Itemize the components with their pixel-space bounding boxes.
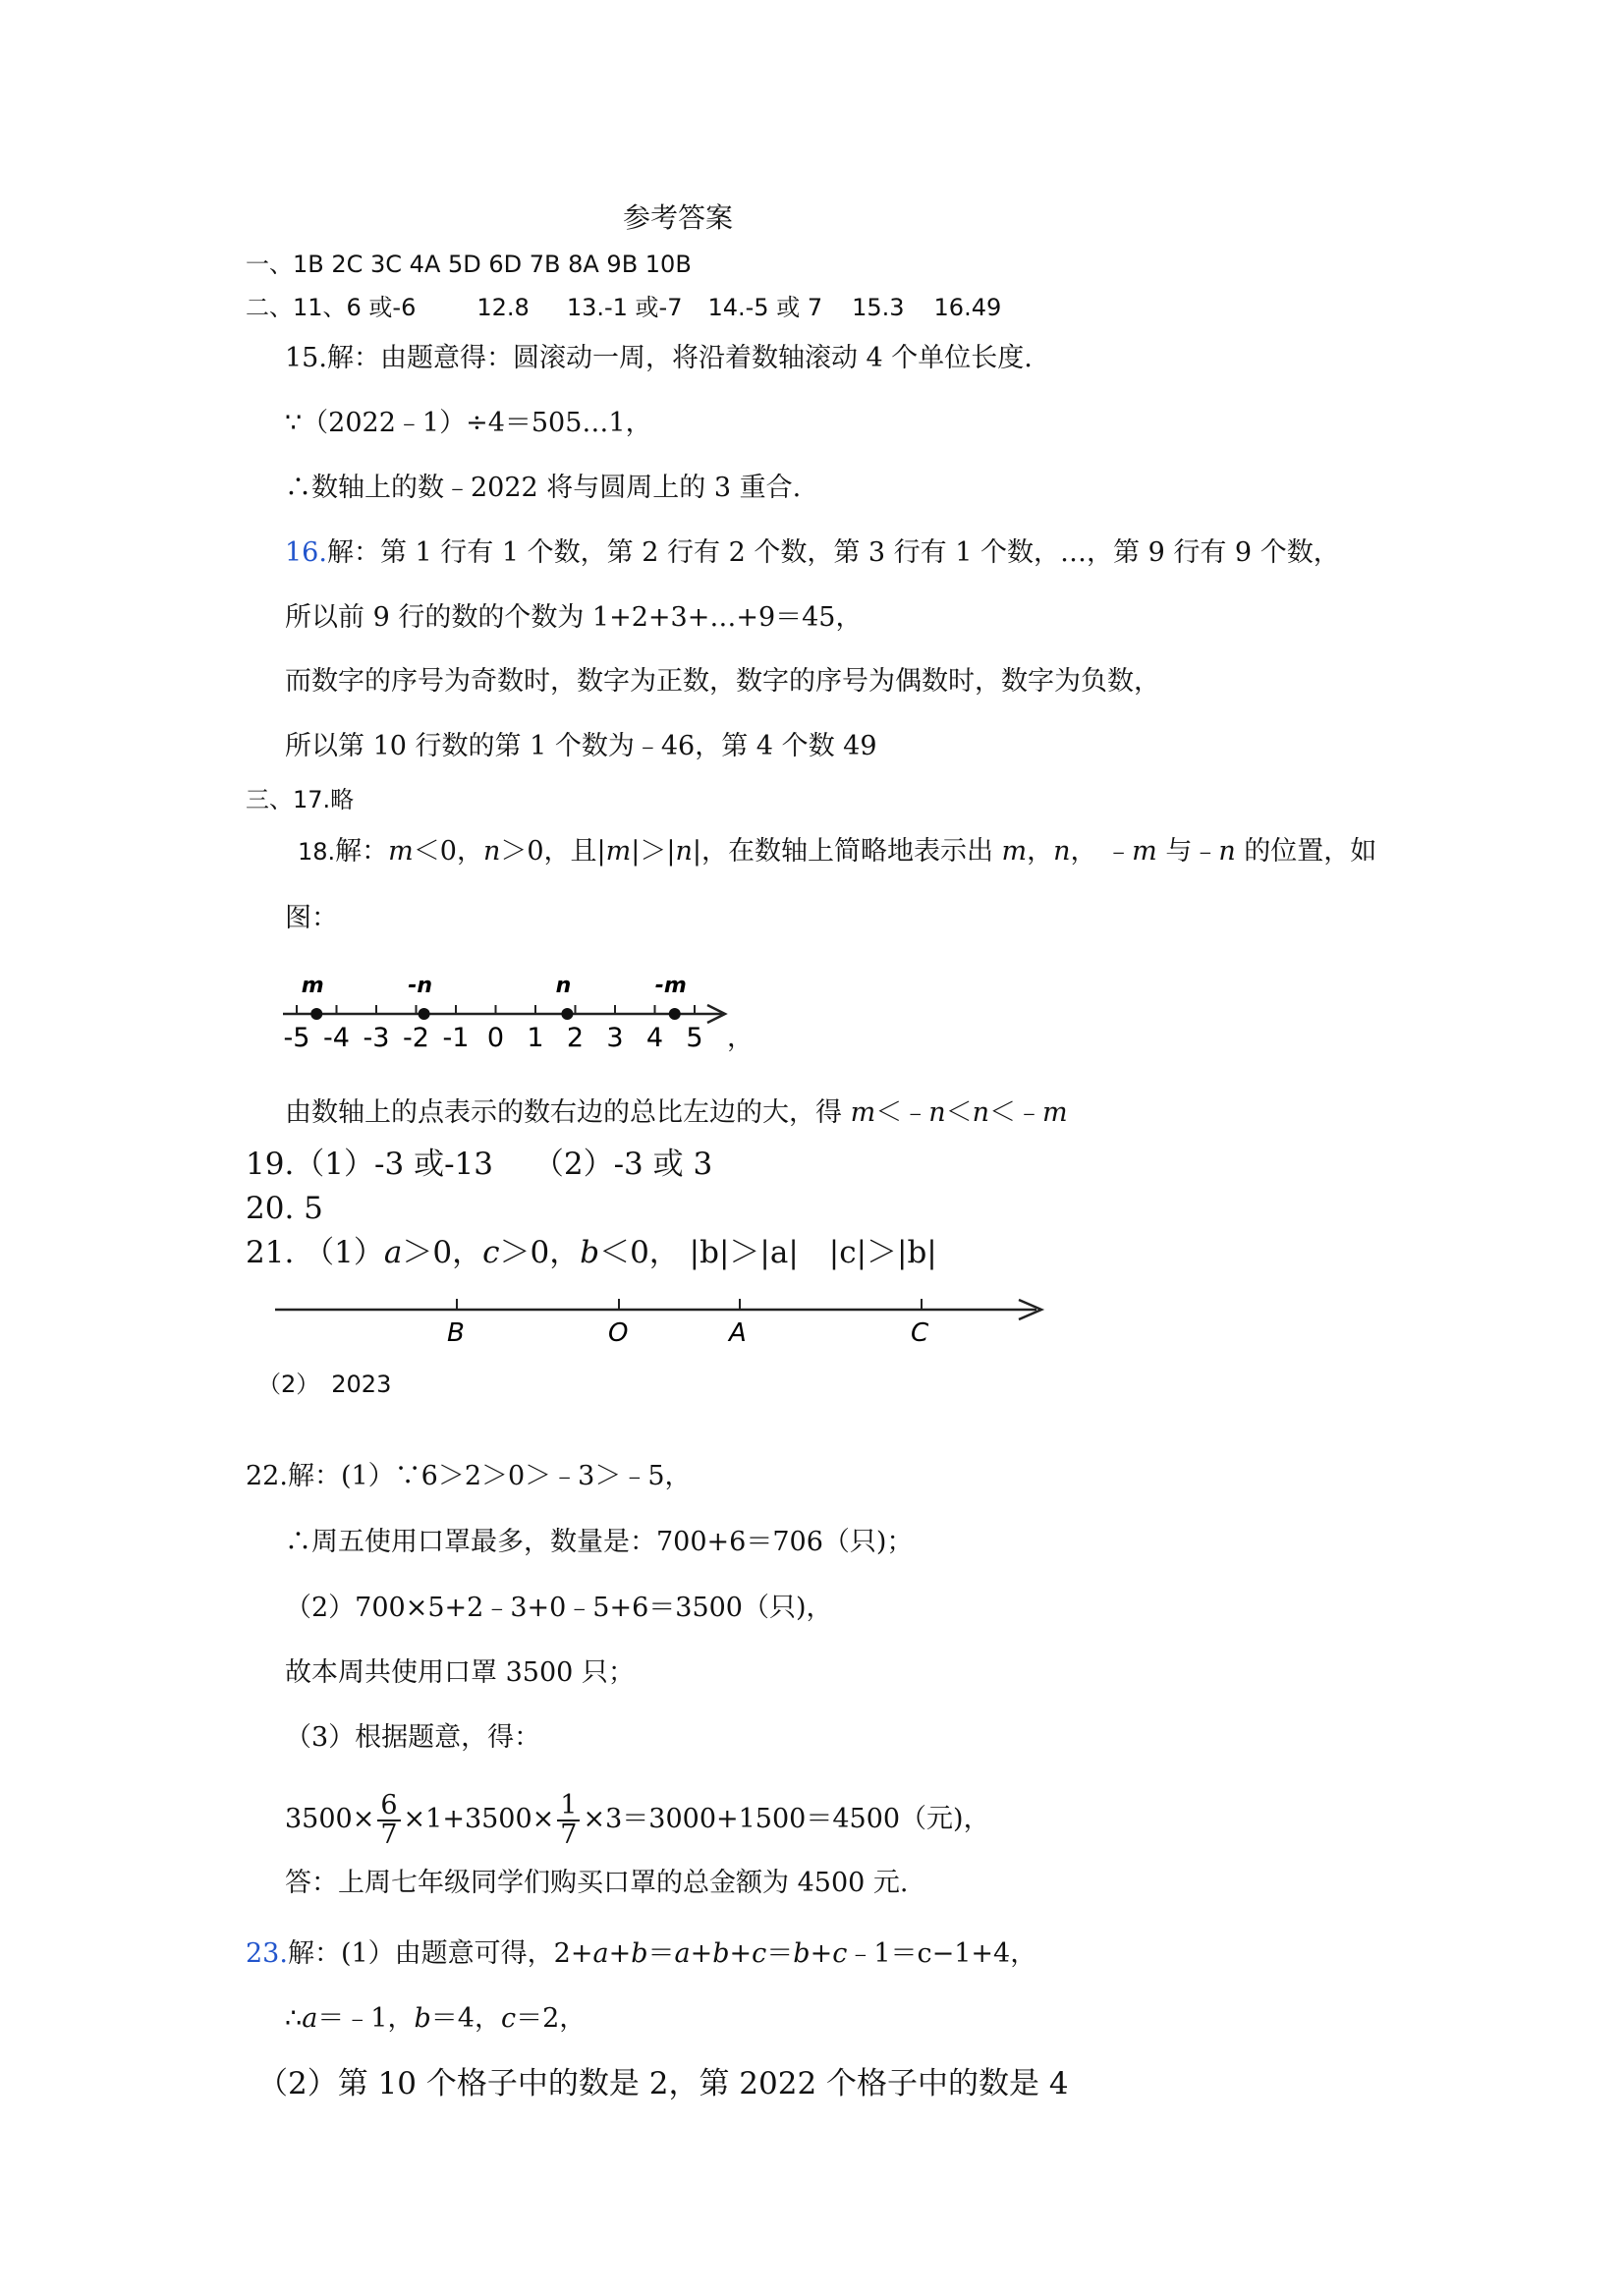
- tick-label: 4: [645, 1023, 664, 1053]
- point-label: m: [301, 974, 324, 998]
- var-m: m: [1041, 1097, 1068, 1128]
- tick-label: 2: [566, 1023, 585, 1053]
- equals: ＝: [647, 1938, 675, 1969]
- q22-answer: 答：上周七年级同学们购买口罩的总金额为 4500 元.: [285, 1868, 909, 1898]
- var-c: c: [482, 1235, 500, 1270]
- var-m: m: [388, 836, 414, 867]
- tick-label: -5: [283, 1023, 310, 1053]
- q23-text: ﹣1＝c−1+4，: [847, 1938, 1037, 1969]
- answer-14: 14.-5 或 7: [707, 294, 823, 321]
- lt-neg: ＜﹣: [875, 1097, 929, 1128]
- point-label: -m: [654, 974, 687, 998]
- tick-label: -2: [403, 1023, 429, 1053]
- var-a: a: [302, 2003, 318, 2034]
- value-a: ＝﹣1，: [317, 2003, 415, 2034]
- comma: ，: [1027, 836, 1054, 867]
- q16-line-1: [285, 536, 1340, 570]
- q18-number: 18.: [298, 838, 336, 866]
- fraction-numerator: 1: [557, 1792, 580, 1821]
- fraction-six-sevenths: [377, 1789, 400, 1850]
- var-n: n: [1053, 836, 1071, 867]
- q22-line-4: 故本周共使用口罩 3500 只；: [285, 1657, 635, 1688]
- q18-cond-1: ＜0，: [413, 836, 483, 867]
- var-c: c: [752, 1938, 767, 1969]
- var-b: b: [580, 1235, 600, 1270]
- q21-prefix: 21. （1）: [246, 1235, 384, 1270]
- q23-part-2: （2）第 10 个格子中的数是 2，第 2022 个格子中的数是 4: [257, 2066, 1069, 2101]
- value-c: ＝2，: [516, 2003, 587, 2034]
- q18-line-2: 图：: [285, 903, 338, 933]
- q22-line-5: （3）根据题意，得：: [285, 1722, 541, 1753]
- fraction-denominator: 7: [380, 1819, 398, 1850]
- axis-label-c: C: [911, 1318, 929, 1348]
- var-m: m: [605, 836, 632, 867]
- q22-line-1: 22.解：(1）∵6＞2＞0＞﹣3＞﹣5，: [246, 1461, 692, 1491]
- q15-line-3: ∴数轴上的数﹣2022 将与圆周上的 3 重合.: [285, 473, 802, 503]
- q21-number-line: [270, 1285, 1056, 1354]
- value-b: ＝4，: [430, 2003, 501, 2034]
- lt: ＜: [945, 1097, 973, 1128]
- tick-label: 1: [527, 1023, 544, 1053]
- section-1-answers: 一、1B 2C 3C 4A 5D 6D 7B 8A 9B 10B: [246, 251, 692, 278]
- point-marker: [561, 1008, 573, 1020]
- q22-calculation: [285, 1780, 990, 1859]
- var-a: a: [383, 1235, 403, 1270]
- var-m: m: [1001, 836, 1028, 867]
- var-a: a: [674, 1938, 691, 1969]
- var-c: c: [832, 1938, 848, 1969]
- tick-label: -3: [363, 1023, 390, 1053]
- tick-label: 3: [606, 1023, 624, 1053]
- axis-label-origin: O: [608, 1318, 629, 1348]
- fraction-one-seventh: [557, 1789, 580, 1850]
- calc-part-c: ×3＝3000+1500＝4500（元)，: [583, 1804, 990, 1834]
- calc-part-b: ×1+3500×: [403, 1804, 555, 1834]
- axis-label-a: A: [729, 1318, 747, 1348]
- q16-line-3: 而数字的序号为奇数时，数字为正数，数字的序号为偶数时，数字为负数，: [285, 666, 1160, 697]
- q18-trailing-comma: ，: [727, 1023, 754, 1053]
- lt-neg: ＜﹣: [988, 1097, 1042, 1128]
- var-n: n: [928, 1097, 946, 1128]
- var-b: b: [712, 1938, 730, 1969]
- q21-part-2: （2） 2023: [257, 1371, 392, 1398]
- var-c: c: [500, 2003, 517, 2034]
- answer-11: 11、6 或-6: [293, 294, 417, 321]
- plus: +: [690, 1938, 713, 1969]
- q18-solve: 解：: [335, 836, 389, 867]
- q18-abs: |＞|: [631, 836, 676, 867]
- q18-text: |，在数轴上简略地表示出: [692, 836, 1002, 867]
- q21-c-cond: ＞0，: [499, 1235, 581, 1270]
- q20-answer: 20. 5: [246, 1191, 323, 1226]
- var-n: n: [482, 836, 501, 867]
- q18-concl-text: 由数轴上的点表示的数右边的总比左边的大，得: [285, 1097, 851, 1128]
- point-marker: [419, 1008, 430, 1020]
- section-3-heading: 三、17.略: [246, 786, 355, 813]
- q21-a-cond: ＞0，: [402, 1235, 483, 1270]
- q23-text: 解：(1）由题意可得，2+: [287, 1938, 593, 1969]
- var-a: a: [592, 1938, 609, 1969]
- q22-line-3: （2）700×5+2﹣3+0﹣5+6＝3500（只)，: [285, 1593, 833, 1623]
- plus: +: [608, 1938, 632, 1969]
- fraction-denominator: 7: [560, 1819, 578, 1850]
- var-b: b: [631, 1938, 648, 1969]
- axis-label-b: B: [447, 1318, 465, 1348]
- var-b: b: [793, 1938, 811, 1969]
- calc-part-a: 3500×: [285, 1804, 375, 1834]
- point-marker: [669, 1008, 681, 1020]
- answer-title: 参考答案: [623, 201, 734, 234]
- var-m: m: [1132, 836, 1157, 867]
- q19-answer: 19.（1）-3 或-13 （2）-3 或 3: [246, 1147, 713, 1182]
- therefore: ∴: [285, 2003, 303, 2034]
- q16-number: 16.: [285, 537, 327, 568]
- section-2-answers: [246, 291, 1001, 324]
- var-n: n: [1218, 836, 1236, 867]
- q18-conclusion: [285, 1096, 1068, 1130]
- equals: ＝: [766, 1938, 794, 1969]
- q21-line-1: [246, 1236, 937, 1269]
- point-label: n: [555, 974, 572, 998]
- q16-text-1: 解：第 1 行有 1 个数，第 2 行有 2 个数，第 3 行有 1 个数，…，第 9 行有 9 个数，: [326, 537, 1340, 568]
- plus: +: [810, 1938, 833, 1969]
- answer-15: 15.3: [852, 294, 905, 321]
- point-label: -n: [408, 974, 432, 998]
- q18-number-line: [275, 958, 737, 1066]
- q18-line-1: [298, 835, 1376, 868]
- q16-line-4: 所以第 10 行数的第 1 个数为﹣46，第 4 个数 49: [285, 731, 877, 761]
- q21-b-cond: ＜0， |b|＞|a| |c|＞|b|: [599, 1235, 937, 1270]
- q23-line-2: [285, 2002, 586, 2036]
- tick-label: 0: [486, 1023, 505, 1053]
- tick-label: -1: [442, 1023, 470, 1053]
- var-b: b: [414, 2003, 431, 2034]
- tick-label: -4: [323, 1023, 350, 1053]
- q23-line-1: [246, 1937, 1036, 1971]
- var-m: m: [850, 1097, 876, 1128]
- q18-text: 的位置，如: [1235, 836, 1377, 867]
- var-n: n: [675, 836, 693, 867]
- q18-text: ， ﹣: [1070, 836, 1133, 867]
- section-2-prefix: 二、: [246, 294, 293, 321]
- var-n: n: [972, 1097, 989, 1128]
- q18-cond-2: ＞0，且|: [500, 836, 606, 867]
- q15-line-2: ∵（2022﹣1）÷4＝505…1，: [285, 408, 652, 438]
- q23-number: 23.: [246, 1938, 288, 1969]
- q16-line-2: 所以前 9 行的数的个数为 1+2+3+…+9＝45，: [285, 602, 863, 633]
- q18-text: 与﹣: [1156, 836, 1219, 867]
- answer-12: 12.8: [476, 294, 530, 321]
- fraction-numerator: 6: [377, 1792, 400, 1821]
- answer-13: 13.-1 或-7: [566, 294, 683, 321]
- tick-label: 5: [686, 1023, 703, 1053]
- q22-line-2: ∴周五使用口罩最多，数量是：700+6＝706（只)；: [285, 1527, 914, 1557]
- point-marker: [310, 1008, 322, 1020]
- q15-line-1: 15.解：由题意得：圆滚动一周，将沿着数轴滚动 4 个单位长度.: [285, 343, 1033, 373]
- plus: +: [729, 1938, 753, 1969]
- answer-16: 16.49: [933, 294, 1002, 321]
